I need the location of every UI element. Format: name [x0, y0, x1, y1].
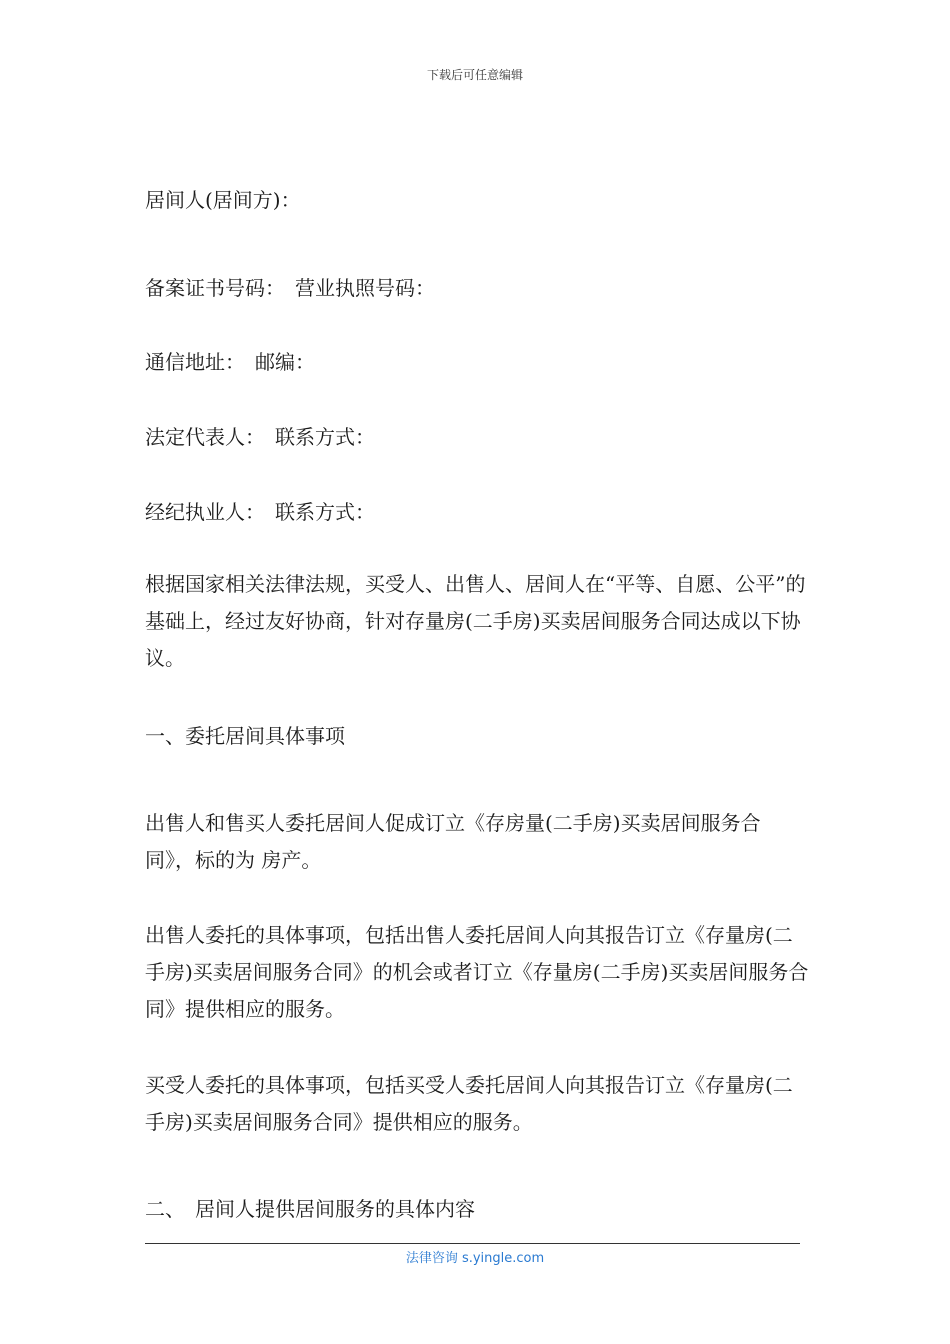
- paragraph-preamble: 根据国家相关法律法规，买受人、出售人、居间人在“平等、自愿、公平”的基础上，经过友好协商，针对存量房(二手房)买卖居间服务合同达成以下协议。: [145, 572, 806, 670]
- paragraph-buyer-entrust: 买受人委托的具体事项，包括买受人委托居间人向其报告订立《存量房(二手房)买卖居间服务合同》提供相应的服务。: [145, 1073, 793, 1134]
- paragraph-entrust: 出售人和售买人委托居间人促成订立《存房量(二手房)买卖居间服务合同》，标的为 房产。: [145, 811, 761, 872]
- section-heading-2: 二、 居间人提供居间服务的具体内容: [145, 1197, 475, 1221]
- paragraph-intermediary: 居间人(居间方)：: [145, 188, 301, 212]
- paragraph-registration: 备案证书号码： 营业执照号码：: [145, 276, 435, 300]
- paragraph-seller-entrust: 出售人委托的具体事项，包括出售人委托居间人向其报告订立《存量房(二手房)买卖居间服务合同》的机会或者订立《存量房(二手房)买卖居间服务合同》提供相应的服务。: [145, 923, 809, 1021]
- paragraph-address: 通信地址： 邮编：: [145, 350, 315, 374]
- paragraph-agent: 经纪执业人： 联系方式：: [145, 500, 375, 524]
- footer-divider: [145, 1243, 800, 1244]
- section-heading-1: 一、委托居间具体事项: [145, 724, 345, 748]
- page-header: 下载后可任意编辑: [426, 68, 523, 82]
- paragraph-legal-rep: 法定代表人： 联系方式：: [145, 425, 375, 449]
- page-footer[interactable]: 法律咨询 s.yingle.com: [405, 1251, 545, 1266]
